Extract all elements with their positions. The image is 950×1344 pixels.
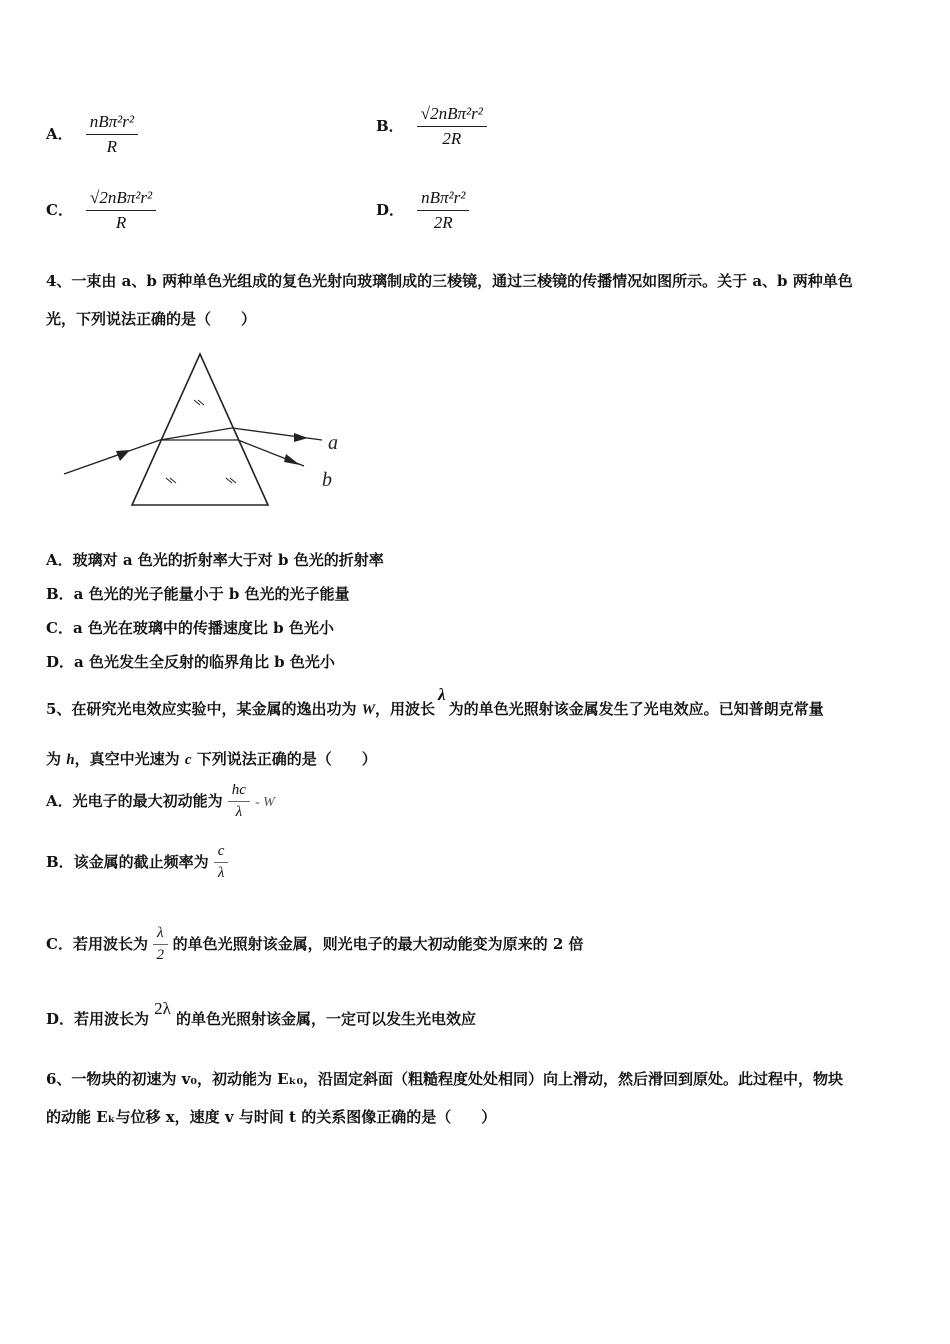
q5-option-a-num: hc	[228, 782, 250, 802]
q5-option-b-num: c	[214, 843, 229, 863]
q5-option-c-text-a: C．若用波长为	[46, 935, 148, 953]
q6-stem-line1: 6、一物块的初速为 v₀，初动能为 Eₖ₀，沿固定斜面（粗糙程度处处相同）向上滑动，然后滑回到原处。此过程中，物块	[46, 1070, 844, 1088]
ray-a-inside	[160, 428, 232, 440]
q3-option-a-label: A．	[46, 125, 73, 143]
q4-option-a[interactable]: A．玻璃对 a 色光的折射率大于对 b 色光的折射率	[46, 551, 384, 569]
q5-stem-part2: ，用波长	[375, 700, 436, 718]
q4-option-c[interactable]: C．a 色光在玻璃中的传播速度比 b 色光小	[46, 619, 334, 637]
q3-option-a[interactable]	[46, 112, 138, 157]
q5-option-c-num: λ	[153, 925, 168, 945]
q3-option-c[interactable]	[46, 188, 156, 233]
q5-option-a-tail: - W	[255, 795, 275, 810]
q5-speed-c: c	[184, 752, 192, 768]
q5-option-b-text: B．该金属的截止频率为	[46, 853, 209, 871]
q3-option-b-label: B．	[376, 117, 404, 135]
q5-stem-part1: 5、在研究光电效应实验中，某金属的逸出功为	[46, 700, 362, 718]
q3-option-b-numerator: √2nBπ²r²	[417, 104, 487, 127]
q5-option-c-fraction	[153, 925, 168, 964]
q5-option-a-den: λ	[235, 804, 243, 820]
q5-option-a-text: A．光电子的最大初动能为	[46, 792, 223, 810]
q5-planck-h: h	[66, 752, 75, 768]
q5-option-a[interactable]	[46, 782, 275, 821]
incident-arrow	[116, 450, 130, 461]
q3-option-b[interactable]	[376, 104, 487, 149]
q5-stem2-part2: ，真空中光速为	[74, 750, 185, 768]
q5-option-d-text-b: 的单色光照射该金属，一定可以发生光电效应	[175, 1010, 476, 1028]
q3-option-a-numerator: nBπ²r²	[86, 112, 138, 135]
q5-stem-line2	[46, 748, 377, 769]
incident-ray	[64, 440, 160, 474]
q5-option-b-den: λ	[217, 865, 225, 881]
ray-a-arrow	[294, 433, 308, 442]
q5-option-d-text-a: D．若用波长为	[46, 1010, 150, 1028]
q5-stem-line1	[46, 685, 824, 719]
q3-option-d-label: D．	[376, 201, 405, 219]
q5-option-b[interactable]	[46, 843, 228, 882]
q5-stem2-part3: 下列说法正确的是（ ）	[191, 750, 377, 768]
q3-option-a-denominator: R	[106, 137, 118, 156]
q3-option-d-fraction	[417, 188, 469, 233]
label-b: b	[322, 469, 332, 491]
q5-option-d-math: 2λ	[154, 999, 171, 1018]
q5-option-d[interactable]	[46, 999, 476, 1029]
q5-option-c[interactable]	[46, 925, 584, 964]
q5-work-function: W	[361, 702, 376, 718]
q3-option-c-label: C．	[46, 201, 73, 219]
q3-option-b-denominator: 2R	[442, 129, 462, 148]
q5-option-a-fraction	[228, 782, 250, 821]
q3-option-b-fraction	[417, 104, 487, 149]
q3-option-c-numerator: √2nBπ²r²	[86, 188, 156, 211]
q4-stem-line1: 4、一束由 a、b 两种单色光组成的复色光射向玻璃制成的三棱镜，通过三棱镜的传播情况如图所示。关于 a、b 两种单色	[46, 272, 853, 290]
ray-a-out	[232, 428, 322, 440]
q3-option-c-fraction	[86, 188, 156, 233]
q6-stem-line2: 的动能 Eₖ与位移 x，速度 v 与时间 t 的关系图像正确的是（ ）	[46, 1108, 497, 1126]
q3-option-d-denominator: 2R	[433, 213, 453, 232]
q3-option-a-fraction	[86, 112, 138, 157]
q5-stem-part3: 为的单色光照射该金属发生了光电效应。已知普朗克常量	[448, 700, 824, 718]
q5-option-c-text-b: 的单色光照射该金属，则光电子的最大初动能变为原来的 2 倍	[172, 935, 584, 953]
q3-option-d-numerator: nBπ²r²	[417, 188, 469, 211]
q5-lambda: λ	[438, 685, 446, 704]
q4-option-b[interactable]: B．a 色光的光子能量小于 b 色光的光子能量	[46, 585, 350, 603]
q4-stem-line2: 光，下列说法正确的是（ ）	[46, 310, 257, 328]
q5-option-c-den: 2	[156, 947, 165, 963]
q3-option-c-denominator: R	[115, 213, 127, 232]
label-a: a	[328, 432, 338, 454]
ray-b-arrow	[284, 454, 300, 465]
q5-option-b-fraction	[214, 843, 229, 882]
q5-stem2-part1: 为	[46, 750, 67, 768]
prism-figure	[60, 350, 350, 510]
q3-option-d[interactable]	[376, 188, 469, 233]
q4-option-d[interactable]: D．a 色光发生全反射的临界角比 b 色光小	[46, 653, 335, 671]
